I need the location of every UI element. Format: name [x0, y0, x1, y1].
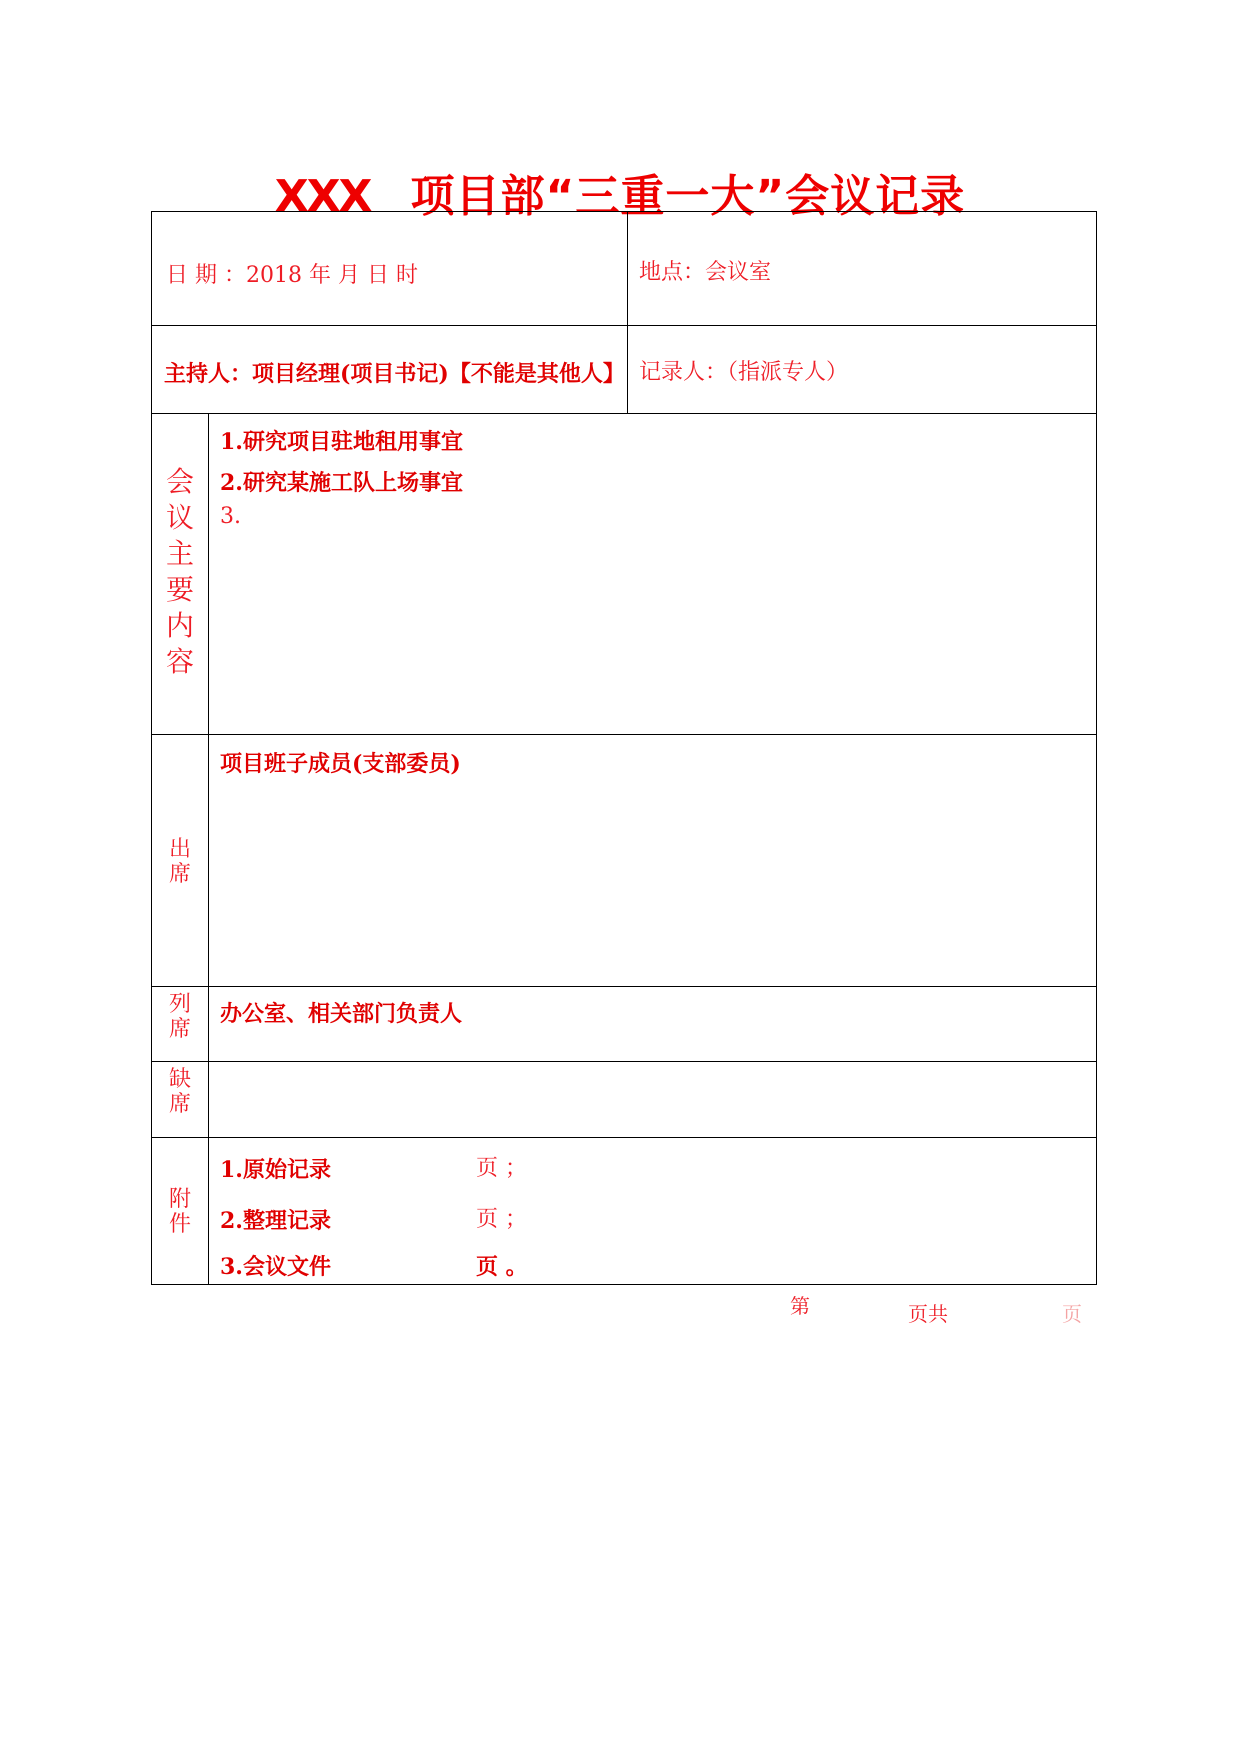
page-total-label: 页共 — [908, 1302, 948, 1326]
attachments-section-label — [152, 1187, 208, 1237]
row-divider — [152, 986, 1096, 987]
attendance-label-text: 出席 — [169, 837, 192, 887]
row-divider — [152, 1061, 1096, 1062]
page-suffix: 页 — [1062, 1302, 1082, 1326]
absent-label-text: 缺席 — [169, 1067, 192, 1117]
observers-section-label — [152, 992, 208, 1042]
column-divider — [627, 212, 628, 413]
attachment-item-3-unit: 页 。 — [476, 1254, 528, 1280]
row-divider — [152, 413, 1096, 414]
column-divider — [208, 413, 209, 1285]
title-main: 项目部“三重一大”会议记录 — [410, 171, 966, 222]
attachment-item-2-unit: 页 ； — [476, 1207, 527, 1232]
content-section-label — [152, 464, 208, 680]
date-field[interactable]: 日 期 ：2018 年 月 日 时 — [166, 263, 418, 288]
location-field[interactable]: 地点：会议室 — [639, 260, 772, 285]
attachment-item-2-name[interactable]: 2.整理记录 — [220, 1208, 331, 1234]
attachment-item-1-unit: 页 ； — [476, 1156, 527, 1181]
content-item-3[interactable]: 3. — [220, 504, 241, 529]
row-divider — [152, 734, 1096, 735]
host-field[interactable]: 主持人：项目经理(项目书记)【不能是其他人】 — [164, 361, 625, 387]
observers-value[interactable]: 办公室、相关部门负责人 — [220, 1001, 463, 1027]
row-divider — [152, 325, 1096, 326]
absent-section-label — [152, 1067, 208, 1117]
recorder-field[interactable]: 记录人：（指派专人） — [639, 360, 849, 385]
content-item-1[interactable]: 1.研究项目驻地租用事宜 — [220, 429, 463, 455]
content-label-text: 会议主要内容 — [166, 465, 195, 678]
title-prefix: XXX — [274, 171, 371, 222]
page-prefix: 第 — [790, 1294, 810, 1318]
content-item-2[interactable]: 2.研究某施工队上场事宜 — [220, 470, 463, 496]
attendance-section-label — [152, 837, 208, 887]
attachments-label-text: 附件 — [169, 1187, 192, 1237]
observers-label-text: 列席 — [169, 992, 192, 1042]
attachment-item-3-name[interactable]: 3.会议文件 — [220, 1254, 331, 1280]
attendance-value[interactable]: 项目班子成员(支部委员) — [220, 751, 461, 777]
meeting-record-form — [151, 211, 1097, 1285]
attachment-item-1-name[interactable]: 1.原始记录 — [220, 1157, 331, 1183]
row-divider — [152, 1137, 1096, 1138]
